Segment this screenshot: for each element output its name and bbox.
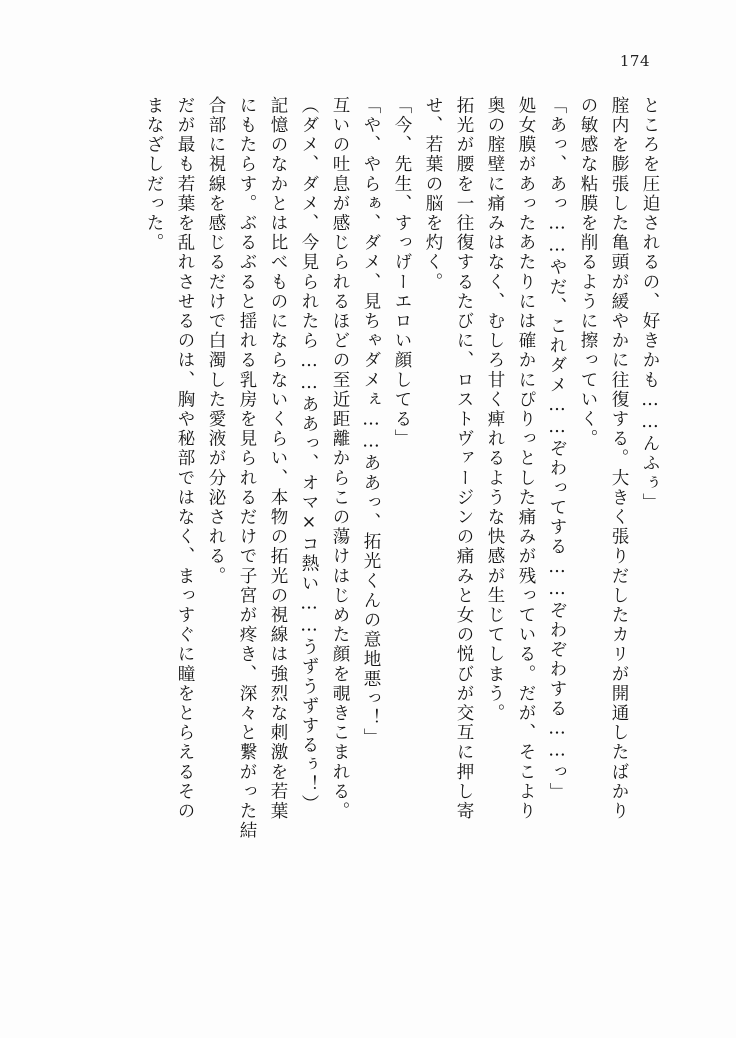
text-line: だが最も若葉を乱れさせるのは、胸や秘部ではなく、まっすぐに瞳をとらえるその <box>175 96 195 822</box>
page-number: 174 <box>619 52 650 70</box>
text-line: の敏感な粘膜を削るように擦っていく。 <box>578 96 598 449</box>
text-line: 処女膜があったあたりには確かにぴりっとした痛みが残っている。だが、そこより <box>516 96 536 822</box>
text-line: まなざしだった。 <box>144 96 164 253</box>
text-line: ところを圧迫されるの、好きかも……んふぅ」 <box>640 96 660 513</box>
text-line: 奥の腟壁に痛みはなく、むしろ甘く痺れるような快感が生じてしまう。 <box>485 96 505 724</box>
text-line: 互いの吐息が感じられるほどの至近距離からこの蕩けはじめた顔を覗きこまれる。 <box>330 96 350 822</box>
text-line: にもたらす。ぶるぶると揺れる乳房を見られるだけで子宮が疼き、深々と繋がった結 <box>237 96 257 841</box>
text-line: 「や、やらぁ、ダメ、見ちゃダメぇ……ああっ、拓光くんの意地悪っ！」 <box>361 96 381 748</box>
text-line: 拓光が腰を一往復するたびに、ロストヴァージンの痛みと女の悦びが交互に押し寄 <box>454 96 474 822</box>
text-line: （ダメ、ダメ、今見られたら……ああっ、オマ×コ熱い……うずうずするぅ！） <box>299 96 319 815</box>
text-line: 「今、先生、すっげーエロい顔してる」 <box>392 96 412 449</box>
text-line: せ、若葉の脳を灼く。 <box>423 96 443 292</box>
text-line: 「あっ、あっ……やだ、これダメ……ぞわってする……ぞわぞわする……っ」 <box>547 96 567 802</box>
text-line: 腟内を膨張した亀頭が緩やかに往復する。大きく張りだしたカリが開通したばかり <box>609 96 629 822</box>
text-line: 記憶のなかとは比べものにならないくらい、本物の拓光の視線は強烈な刺激を若葉 <box>268 96 288 822</box>
text-line: 合部に視線を感じるだけで白濁した愛液が分泌される。 <box>206 96 226 586</box>
body-text <box>88 96 658 986</box>
